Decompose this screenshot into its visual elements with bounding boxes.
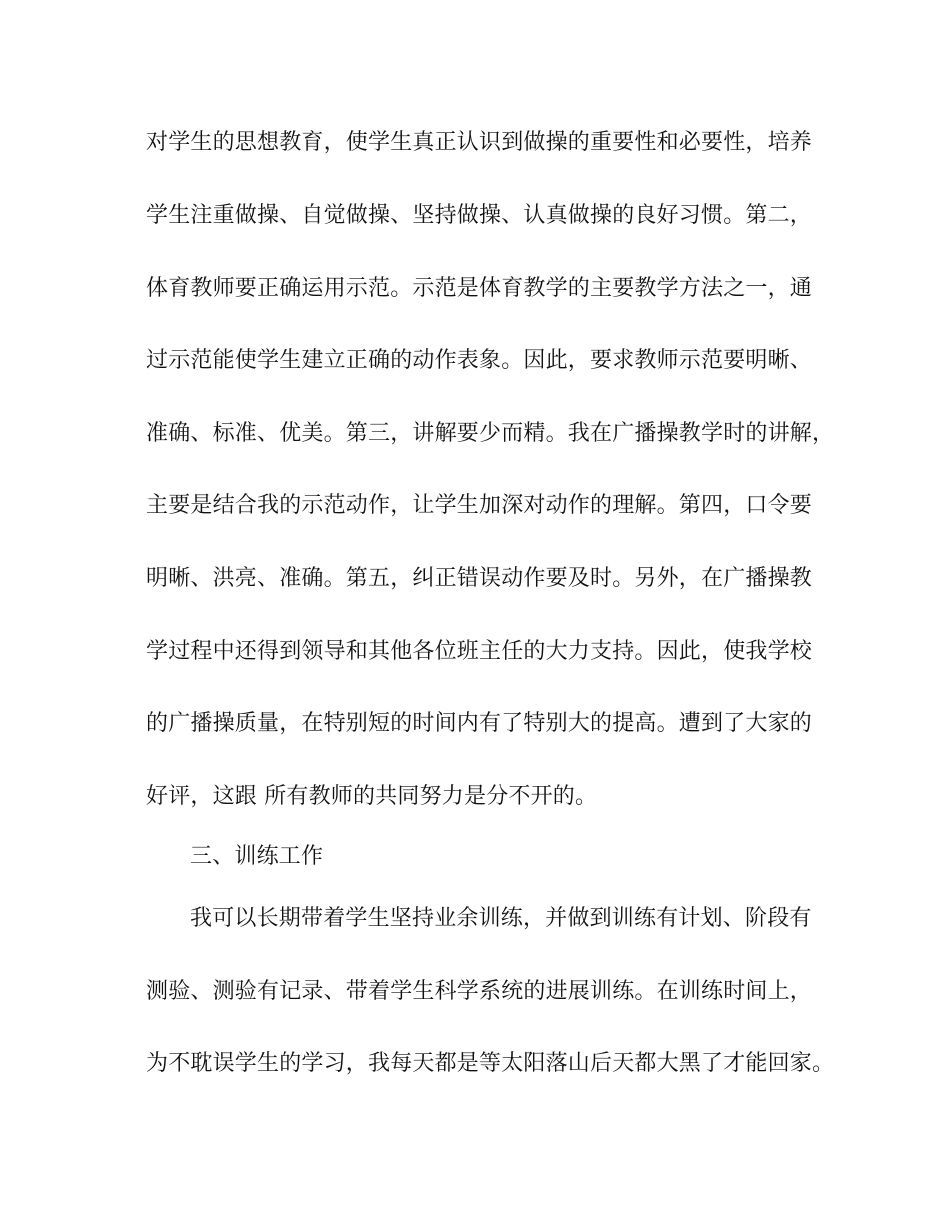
paragraph-line: 学生注重做操、自觉做操、坚持做操、认真做操的良好习惯。第二， xyxy=(146,203,813,228)
paragraph-line: 学过程中还得到领导和其他各位班主任的大力支持。因此，使我学校 xyxy=(146,639,813,664)
paragraph-line: 明晰、洪亮、准确。第五，纠正错误动作要及时。另外，在广播操教 xyxy=(146,566,813,591)
paragraph-line: 体育教师要正确运用示范。示范是体育教学的主要教学方法之一，通 xyxy=(146,276,813,301)
paragraph-line: 主要是结合我的示范动作，让学生加深对动作的理解。第四，口令要 xyxy=(146,493,813,518)
paragraph-line: 好评，这跟 所有教师的共同努力是分不开的。 xyxy=(146,784,598,809)
paragraph-line: 的广播操质量，在特别短的时间内有了特别大的提高。遭到了大家的 xyxy=(146,711,813,736)
paragraph-line: 对学生的思想教育，使学生真正认识到做操的重要性和必要性，培养 xyxy=(146,130,813,155)
paragraph-line: 准确、标准、优美。第三，讲解要少而精。我在广播操教学时的讲解， xyxy=(146,421,835,446)
paragraph-line: 测验、测验有记录、带着学生科学系统的进展训练。在训练时间上， xyxy=(146,979,813,1004)
section-heading: 三、训练工作 xyxy=(190,844,324,869)
paragraph-line: 为不耽误学生的学习，我每天都是等太阳落山后天都大黑了才能回家。 xyxy=(146,1051,835,1076)
paragraph-line: 过示范能使学生建立正确的动作表象。因此，要求教师示范要明晰、 xyxy=(146,348,813,373)
paragraph-line: 我可以长期带着学生坚持业余训练，并做到训练有计划、阶段有 xyxy=(190,906,812,931)
